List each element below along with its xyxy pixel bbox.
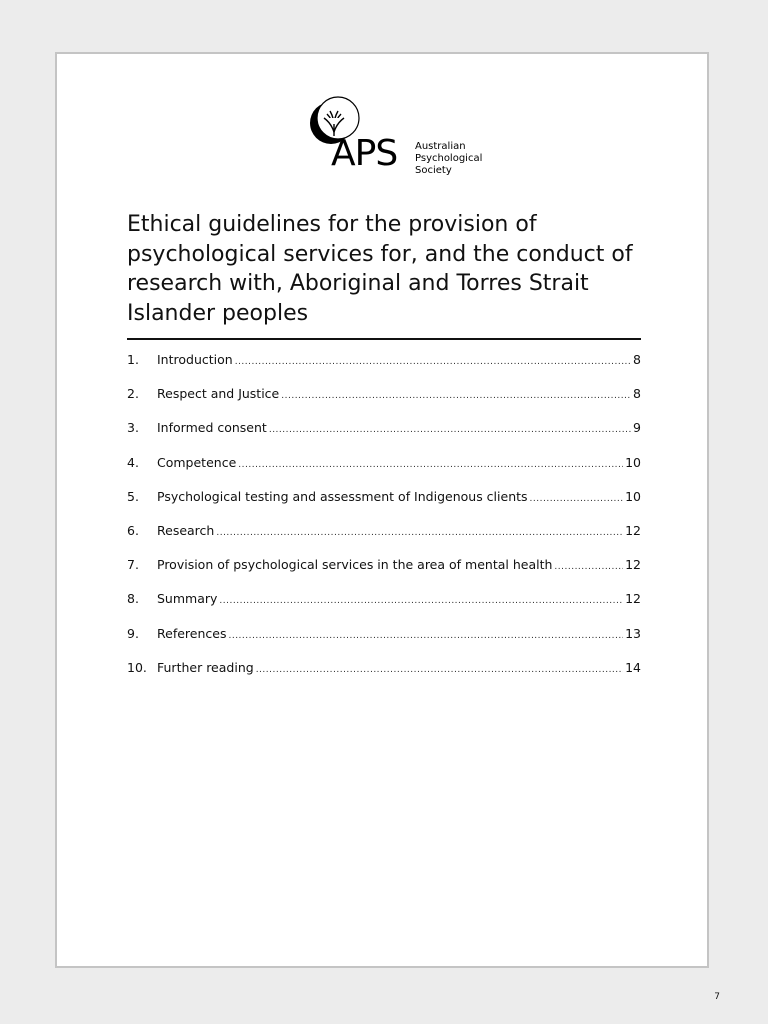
toc-entry-label: Respect and Justice bbox=[157, 386, 280, 402]
toc-dot-leader bbox=[554, 562, 623, 572]
toc-entry-number: 7. bbox=[127, 557, 139, 573]
toc-entry[interactable] bbox=[127, 489, 641, 523]
toc-entry-page: 13 bbox=[625, 625, 641, 641]
toc-dot-leader bbox=[281, 391, 631, 401]
toc-entry[interactable] bbox=[127, 455, 641, 489]
toc-entry-label: Introduction bbox=[157, 352, 233, 367]
aps-full-name bbox=[415, 141, 482, 177]
toc-dot-leader bbox=[238, 460, 623, 470]
table-of-contents bbox=[127, 352, 641, 694]
toc-entry-label: Informed consent bbox=[157, 420, 267, 436]
aps-wordmark: APS bbox=[331, 133, 398, 174]
toc-entry[interactable] bbox=[127, 386, 641, 420]
toc-entry[interactable] bbox=[127, 523, 641, 557]
toc-entry-number: 3. bbox=[127, 420, 139, 436]
toc-entry-page: 12 bbox=[625, 522, 641, 538]
toc-entry-number: 8. bbox=[127, 591, 139, 607]
toc-entry-number: 1. bbox=[127, 352, 139, 367]
toc-entry-label: Research bbox=[157, 522, 215, 538]
toc-entry-label: Provision of psychological services in the area of mental health bbox=[157, 557, 553, 573]
aps-name-line: Australian bbox=[415, 141, 466, 152]
toc-dot-leader bbox=[269, 425, 631, 435]
title-divider bbox=[127, 338, 641, 340]
document-page bbox=[55, 52, 709, 968]
toc-entry[interactable] bbox=[127, 660, 641, 694]
toc-entry[interactable] bbox=[127, 557, 641, 591]
toc-dot-leader bbox=[530, 494, 624, 504]
toc-entry-page: 10 bbox=[625, 454, 641, 470]
toc-entry-number: 9. bbox=[127, 625, 139, 641]
toc-entry-page: 9 bbox=[633, 420, 641, 436]
toc-entry-page: 12 bbox=[625, 557, 641, 573]
toc-entry-label: Psychological testing and assessment of Indigenous clients bbox=[157, 488, 528, 504]
toc-entry[interactable] bbox=[127, 591, 641, 625]
toc-entry-page: 14 bbox=[625, 659, 641, 675]
toc-entry-page: 10 bbox=[625, 488, 641, 504]
toc-entry-page: 8 bbox=[633, 352, 641, 367]
toc-entry-page: 12 bbox=[625, 591, 641, 607]
toc-entry[interactable] bbox=[127, 626, 641, 660]
toc-dot-leader bbox=[219, 596, 623, 606]
toc-entry[interactable] bbox=[127, 420, 641, 454]
toc-entry-number: 5. bbox=[127, 488, 139, 504]
toc-entry-page: 8 bbox=[633, 386, 641, 402]
toc-dot-leader bbox=[256, 665, 623, 675]
toc-entry-number: 2. bbox=[127, 386, 139, 402]
toc-entry[interactable] bbox=[127, 352, 641, 386]
aps-logo bbox=[303, 96, 503, 176]
toc-entry-label: Competence bbox=[157, 454, 237, 470]
toc-dot-leader bbox=[235, 357, 631, 367]
aps-name-line: Psychological bbox=[415, 153, 483, 164]
document-title: Ethical guidelines for the provision of psychological services for, and the conduct of research with, Aboriginal and Torres Strait Islander peoples bbox=[127, 212, 633, 326]
toc-entry-number: 10. bbox=[127, 659, 147, 675]
toc-entry-number: 4. bbox=[127, 454, 139, 470]
toc-entry-label: Further reading bbox=[157, 659, 254, 675]
toc-entry-label: Summary bbox=[157, 591, 218, 607]
toc-dot-leader bbox=[216, 528, 623, 538]
aps-name-line: Society bbox=[415, 165, 452, 176]
page-number: 7 bbox=[714, 992, 720, 1002]
toc-entry-number: 6. bbox=[127, 522, 139, 538]
toc-dot-leader bbox=[228, 631, 623, 641]
toc-entry-label: References bbox=[157, 625, 227, 641]
